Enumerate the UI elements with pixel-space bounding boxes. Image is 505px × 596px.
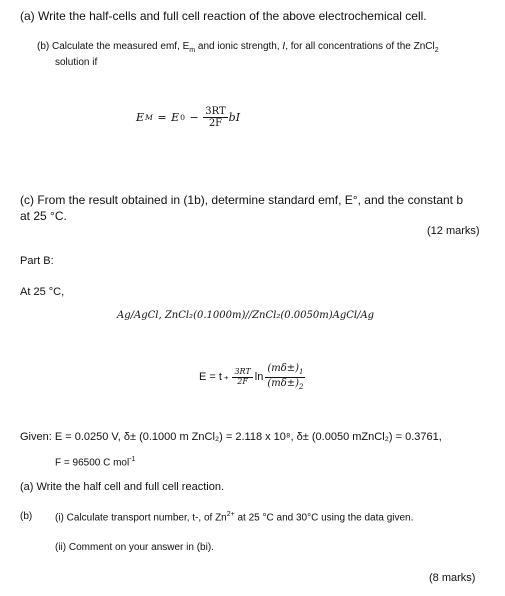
given-values: Given: E = 0.0250 V, δ± (0.1000 m ZnCl₂) = 2.118 x 10⁸, δ± (0.0050 mZnCl₂) = 0.3761,: [20, 431, 442, 443]
fraction-3rt-2f: $\frac{3RT}{2F}$: [205, 106, 226, 129]
fraction-activity-ratio: $\frac{(m\delta\pm)_1}{(m\delta\pm)_2}$: [267, 363, 304, 391]
marks-label-2: (8 marks): [429, 572, 476, 584]
question-c-text-2: at 25 °C.: [20, 209, 67, 223]
fraction-3rt-2f-small: $\frac{3RT}{2F}$: [234, 366, 251, 386]
question-a-text: (a) Write the half-cells and full cell reaction of the above electrochemical cell.: [20, 9, 427, 23]
part-b-heading: Part B:: [20, 255, 54, 267]
transport-equation: E = t + $\frac{3RT}{2F}$ ln $\frac{(m\delta\pm)_1}{(m\delta\pm)_2}$: [199, 363, 304, 391]
question-c-text: (c) From the result obtained in (1b), determine standard emf, E°, and the constant b: [20, 193, 464, 207]
emf-equation: E M = E 0 − $\frac{3RT}{2F}$ bI: [136, 106, 241, 129]
question-b-text: (b) Calculate the measured emf, $E_m$ and ionic strength, I, for all concentrations of the ZnCl$_2$: [37, 41, 439, 54]
marks-label-1: (12 marks): [427, 225, 480, 237]
faraday-constant: F = 96500 C mol$^{-1}$: [55, 456, 136, 469]
part-b-question-a: (a) Write the half cell and full cell reaction.: [20, 481, 224, 493]
cell-notation: Ag/AgCl, ZnCl₂(0.1000m)//ZnCl₂(0.0050m)AgCl/Ag: [117, 310, 375, 321]
part-b-question-bii: (ii) Comment on your answer in (bi).: [55, 542, 214, 553]
part-b-question-b-label: (b): [20, 511, 33, 522]
temperature-label: At 25 °C,: [20, 286, 65, 298]
question-b-text-2: solution if: [55, 57, 98, 68]
part-b-question-bi: (i) Calculate transport number, t-, of $Zn^{2+}$ at 25 °C and 30°C using the data given.: [55, 511, 414, 524]
